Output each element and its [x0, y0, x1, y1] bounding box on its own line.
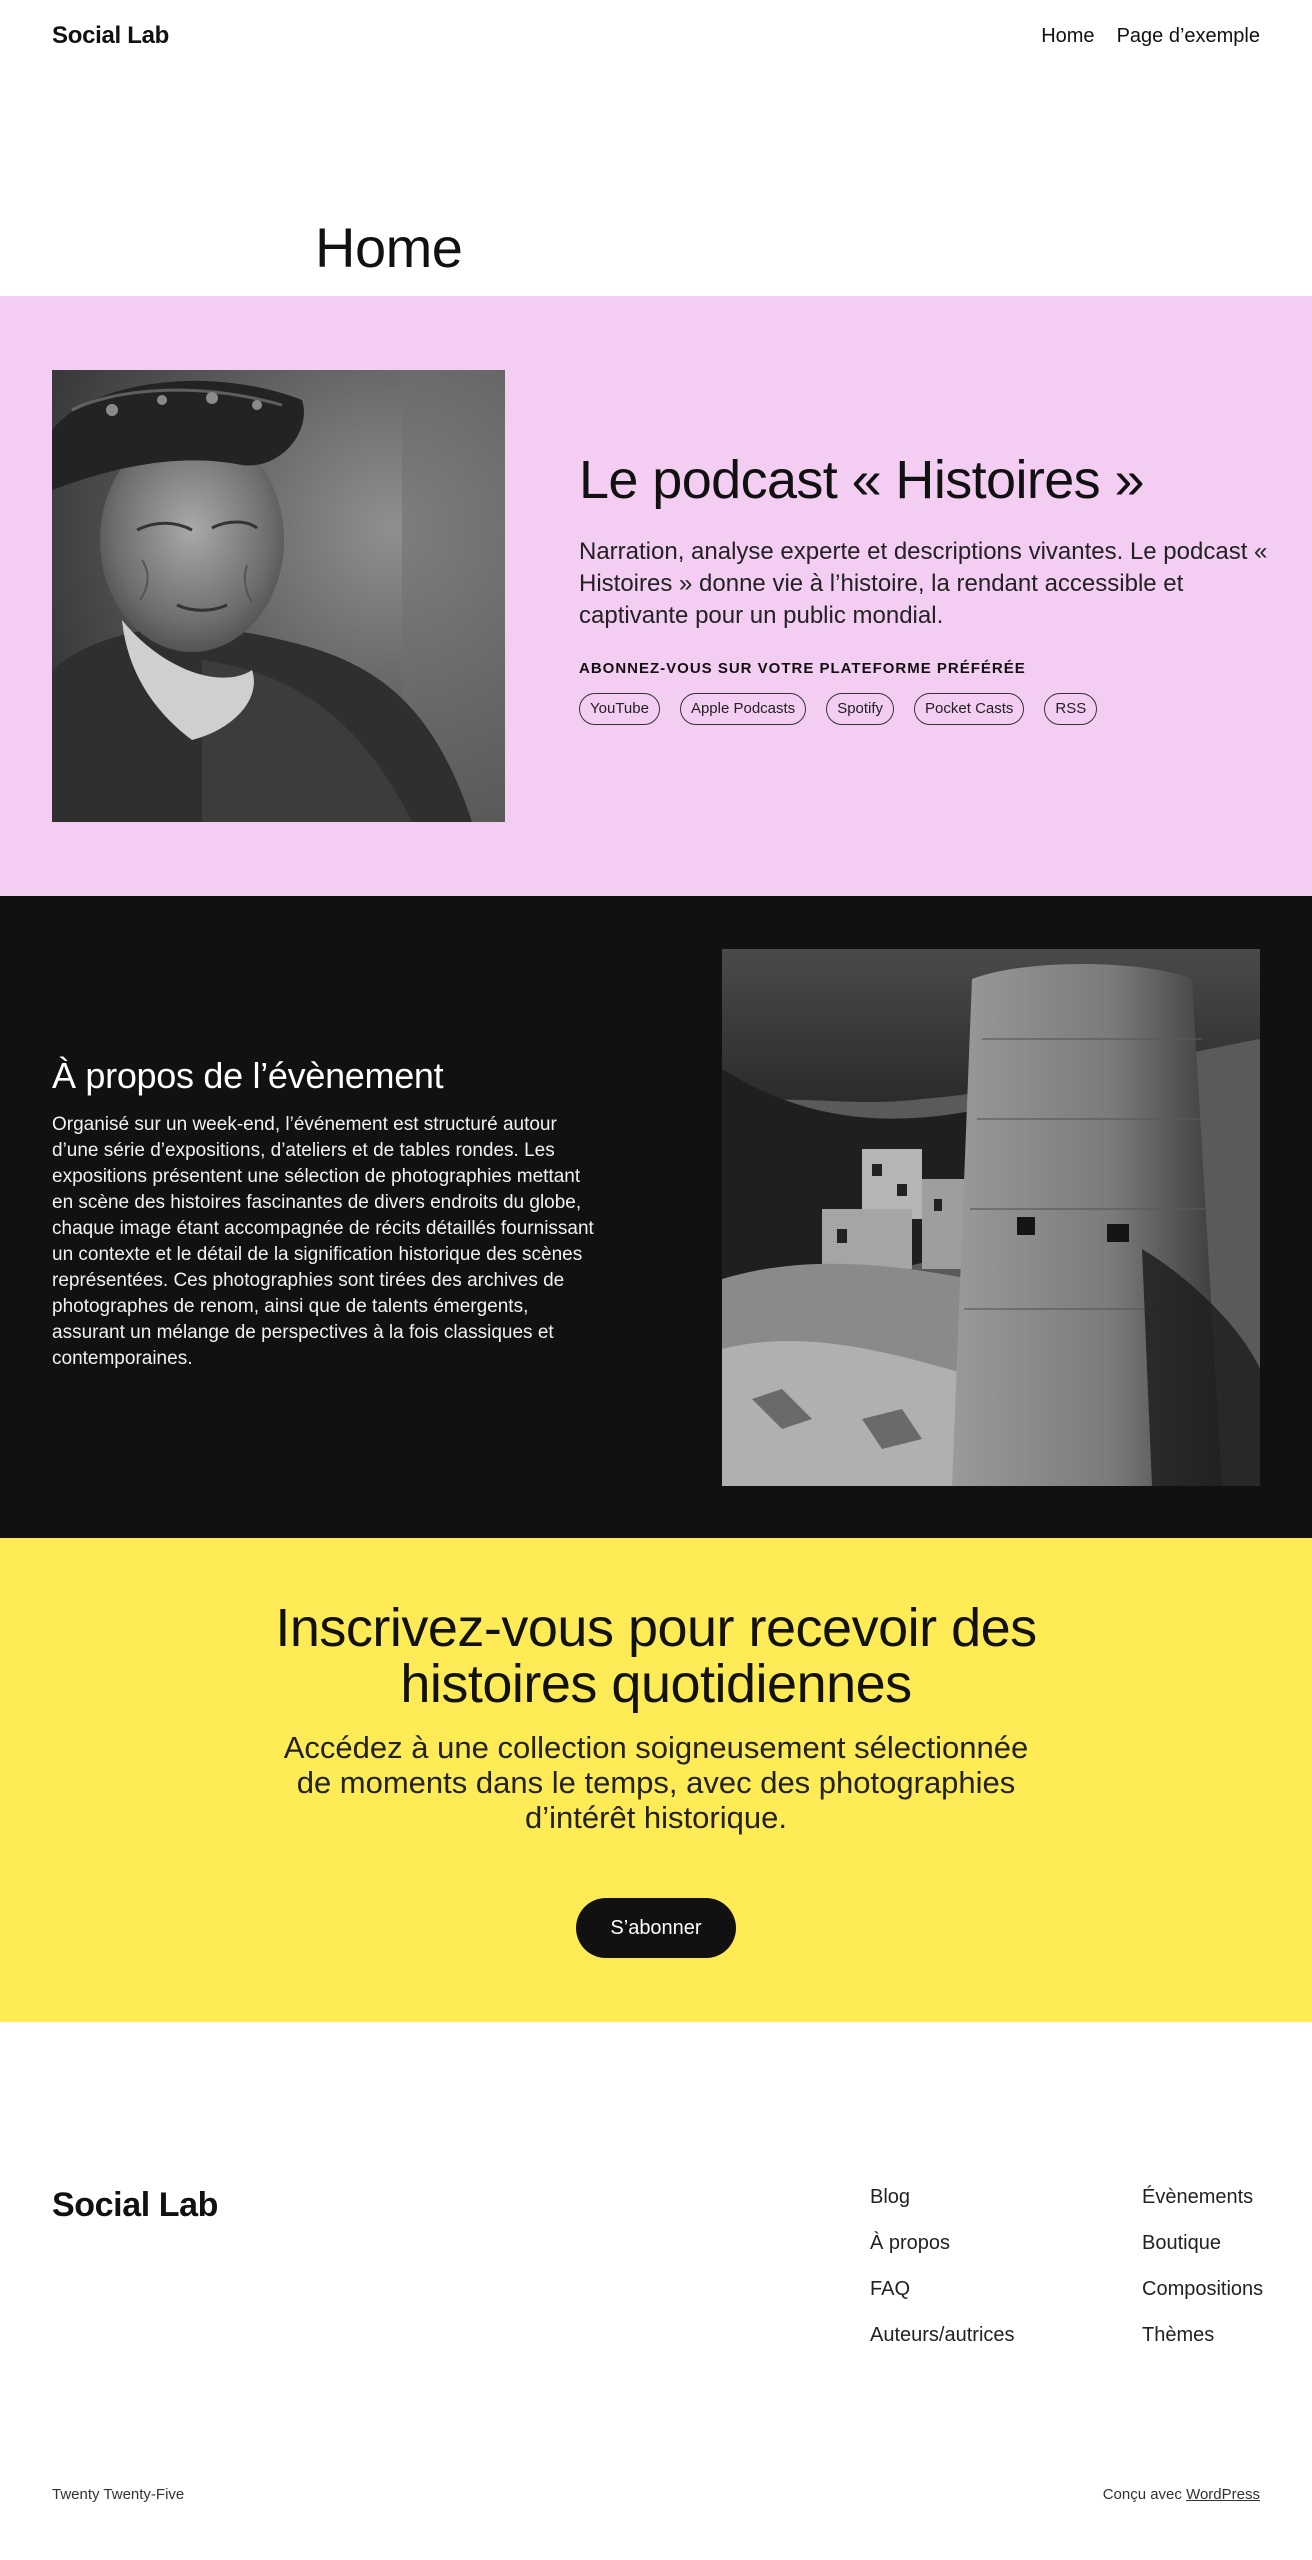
footer-link-shop[interactable]: Boutique [1142, 2232, 1221, 2254]
portrait-photo-illustration [52, 370, 505, 822]
footer-link-about[interactable]: À propos [870, 2232, 951, 2254]
footer-nav-column-1 [870, 2186, 1015, 2346]
platform-list [579, 693, 1269, 725]
subscribe-kicker: ABONNEZ-VOUS SUR VOTRE PLATEFORME PRÉFÉRÉE [579, 660, 1026, 677]
platform-spotify-button[interactable]: Spotify [826, 693, 894, 725]
subscribe-button[interactable]: S’abonner [576, 1898, 736, 1958]
main-nav [1041, 25, 1260, 48]
footer-credit-prefix: Conçu avec [1102, 2486, 1187, 2503]
portrait-photo-image [52, 370, 505, 822]
footer-link-authors[interactable]: Auteurs/autrices [870, 2324, 1015, 2346]
cliff-dwelling-photo-image [722, 949, 1260, 1486]
footer-wordpress-link[interactable]: WordPress [1186, 2486, 1260, 2503]
site-title-link[interactable]: Social Lab [52, 22, 170, 49]
about-section [0, 896, 1312, 1538]
cliff-dwelling-illustration [722, 949, 1260, 1486]
about-heading: À propos de l’évènement [52, 1055, 444, 1096]
footer-link-faq[interactable]: FAQ [870, 2278, 911, 2300]
footer-site-title-link[interactable]: Social Lab [52, 2186, 219, 2224]
footer-link-blog[interactable]: Blog [870, 2186, 911, 2208]
newsletter-section [0, 1538, 1312, 2022]
platform-apple-podcasts-button[interactable]: Apple Podcasts [680, 693, 806, 725]
about-text [52, 1054, 600, 1372]
podcast-heading: Le podcast « Histoires » [579, 450, 1144, 510]
footer-credit [1103, 2486, 1260, 2503]
platform-pocket-casts-button[interactable]: Pocket Casts [914, 693, 1024, 725]
site-header [0, 0, 1312, 72]
page-title: Home [315, 216, 463, 279]
nav-item-sample-page[interactable]: Page d’exemple [1116, 24, 1260, 47]
nav-item-home[interactable]: Home [1041, 24, 1095, 47]
footer-nav-column-2 [1142, 2186, 1263, 2346]
footer-link-events[interactable]: Évènements [1142, 2186, 1254, 2208]
podcast-text [579, 448, 1269, 725]
about-body: Organisé sur un week-end, l’événement est structuré autour d’une série d’expositions, d’ateliers et de tables rondes. Les expositions présentent une sélection de photographies mettant en scène des histoires fascinantes de divers endroits du globe, chaque image étant accompagnée de récits détaillés fournissant un contexte et le détail de la signification historique des scènes représentées. Ces photographies sont tirées des archives de photographes de renom, ainsi que de talents émergents, assurant un mélange de perspectives à la fois classiques et contemporaines. [52, 1114, 594, 1369]
footer-theme-name: Twenty Twenty-Five [52, 2486, 185, 2503]
platform-youtube-button[interactable]: YouTube [579, 693, 660, 725]
newsletter-description: Accédez à une collection soigneusement sélectionnée de moments dans le temps, avec des photographies d’intérêt historique. [283, 1730, 1029, 1835]
footer-link-themes[interactable]: Thèmes [1142, 2324, 1215, 2346]
platform-rss-button[interactable]: RSS [1044, 693, 1097, 725]
podcast-section [0, 296, 1312, 896]
footer-link-patterns[interactable]: Compositions [1142, 2278, 1264, 2300]
podcast-description: Narration, analyse experte et descriptions vivantes. Le podcast « Histoires » donne vie à l’histoire, la rendant accessible et captivante pour un public mondial. [579, 538, 1268, 629]
newsletter-heading: Inscrivez-vous pour recevoir des histoires quotidiennes [275, 1598, 1037, 1714]
